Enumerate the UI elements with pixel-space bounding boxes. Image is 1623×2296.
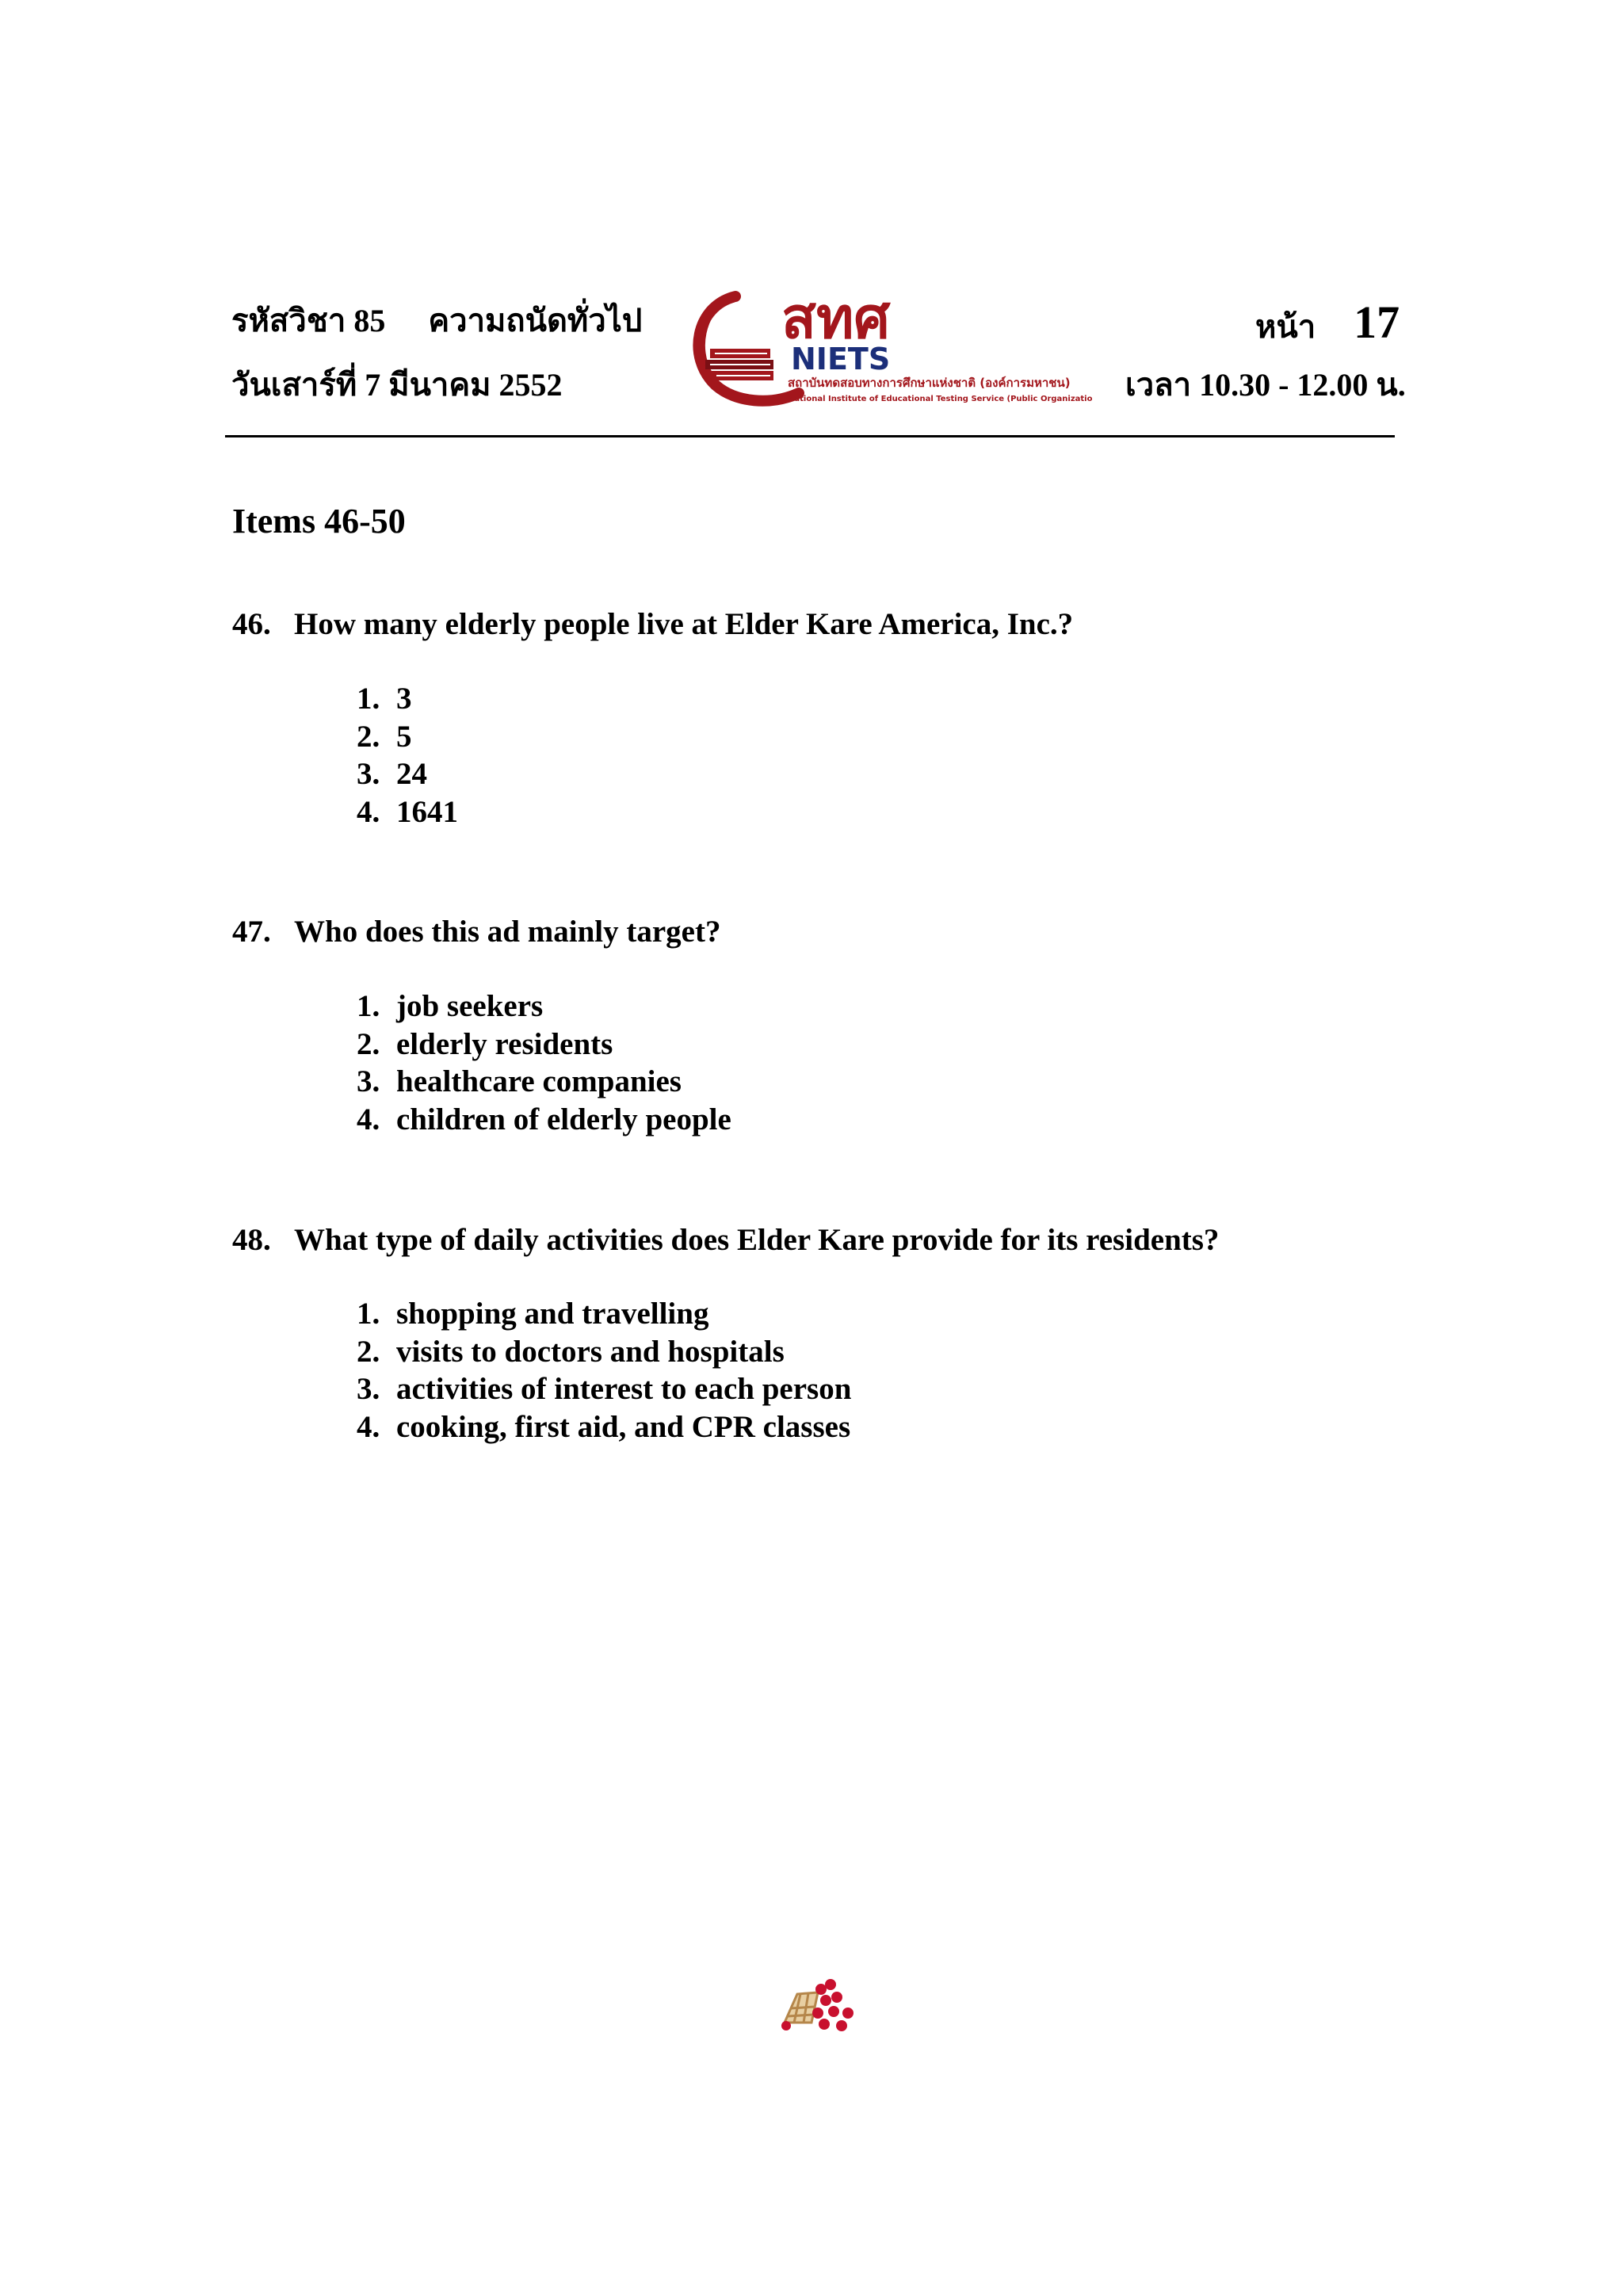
options-47 bbox=[357, 988, 731, 1138]
option-item bbox=[357, 793, 458, 831]
option-text: 3 bbox=[396, 682, 412, 716]
option-number: 4. bbox=[357, 1102, 380, 1137]
option-text: 24 bbox=[396, 757, 427, 791]
subject-code-line bbox=[231, 302, 642, 340]
question-text: How many elderly people live at Elder Kare America, Inc.? bbox=[294, 607, 1074, 641]
question-number: 46. bbox=[232, 607, 271, 641]
exam-time: เวลา 10.30 - 12.00 น. bbox=[1125, 367, 1406, 403]
option-number: 2. bbox=[357, 719, 380, 754]
option-text: healthcare companies bbox=[396, 1064, 682, 1098]
option-item bbox=[357, 1101, 731, 1139]
option-text: 5 bbox=[396, 719, 412, 754]
option-text: elderly residents bbox=[396, 1026, 613, 1061]
option-item bbox=[357, 718, 458, 756]
options-46 bbox=[357, 680, 458, 831]
option-item bbox=[357, 1333, 851, 1371]
option-number: 3. bbox=[357, 1064, 380, 1098]
option-item bbox=[357, 1026, 731, 1064]
logo-org-thai: สถาบันทดสอบทางการศึกษาแห่งชาติ (องค์การมหาชน) bbox=[788, 376, 1071, 390]
question-48 bbox=[232, 1221, 1219, 1260]
option-text: job seekers bbox=[396, 989, 544, 1023]
exam-date: วันเสาร์ที่ 7 มีนาคม 2552 bbox=[231, 367, 563, 403]
page-label: หน้า bbox=[1255, 309, 1316, 345]
option-number: 3. bbox=[357, 1372, 380, 1406]
option-number: 2. bbox=[357, 1334, 380, 1369]
subject-name: ความถนัดทั่วไป bbox=[428, 303, 643, 338]
question-number: 48. bbox=[232, 1223, 271, 1257]
option-text: cooking, first aid, and CPR classes bbox=[396, 1409, 851, 1444]
option-item bbox=[357, 755, 458, 793]
basket-of-berries-icon bbox=[777, 1977, 859, 2034]
option-item bbox=[357, 680, 458, 718]
option-item bbox=[357, 1408, 851, 1446]
option-number: 1. bbox=[357, 1297, 380, 1331]
option-text: shopping and travelling bbox=[396, 1297, 709, 1331]
option-text: visits to doctors and hospitals bbox=[396, 1334, 785, 1369]
option-item bbox=[357, 1370, 851, 1408]
option-text: 1641 bbox=[396, 794, 458, 829]
option-item bbox=[357, 988, 731, 1026]
option-number: 2. bbox=[357, 1026, 380, 1061]
option-number: 1. bbox=[357, 682, 380, 716]
question-text: What type of daily activities does Elder Kare provide for its residents? bbox=[294, 1223, 1220, 1257]
logo-org-english: National Institute of Educational Testing Service (Public Organization) bbox=[788, 395, 1092, 403]
niets-logo-icon bbox=[680, 282, 1092, 409]
option-number: 1. bbox=[357, 989, 380, 1023]
option-item bbox=[357, 1063, 731, 1101]
page-indicator bbox=[1255, 297, 1400, 348]
question-46 bbox=[232, 605, 1073, 644]
option-text: activities of interest to each person bbox=[396, 1372, 852, 1406]
question-47 bbox=[232, 912, 720, 952]
logo-thai-wordmark: สทศ bbox=[781, 285, 891, 351]
option-text: children of elderly people bbox=[396, 1102, 731, 1137]
subject-code: รหัสวิชา 85 bbox=[231, 303, 386, 338]
page-number: 17 bbox=[1354, 296, 1400, 348]
header-divider bbox=[225, 435, 1395, 437]
option-number: 3. bbox=[357, 757, 380, 791]
option-number: 4. bbox=[357, 1409, 380, 1444]
question-number: 47. bbox=[232, 915, 271, 949]
option-number: 4. bbox=[357, 794, 380, 829]
niets-logo bbox=[680, 282, 1092, 409]
option-item bbox=[357, 1295, 851, 1333]
logo-abbr: NIETS bbox=[791, 342, 891, 376]
section-title: Items 46-50 bbox=[232, 502, 406, 541]
question-text: Who does this ad mainly target? bbox=[294, 915, 721, 949]
options-48 bbox=[357, 1295, 851, 1446]
